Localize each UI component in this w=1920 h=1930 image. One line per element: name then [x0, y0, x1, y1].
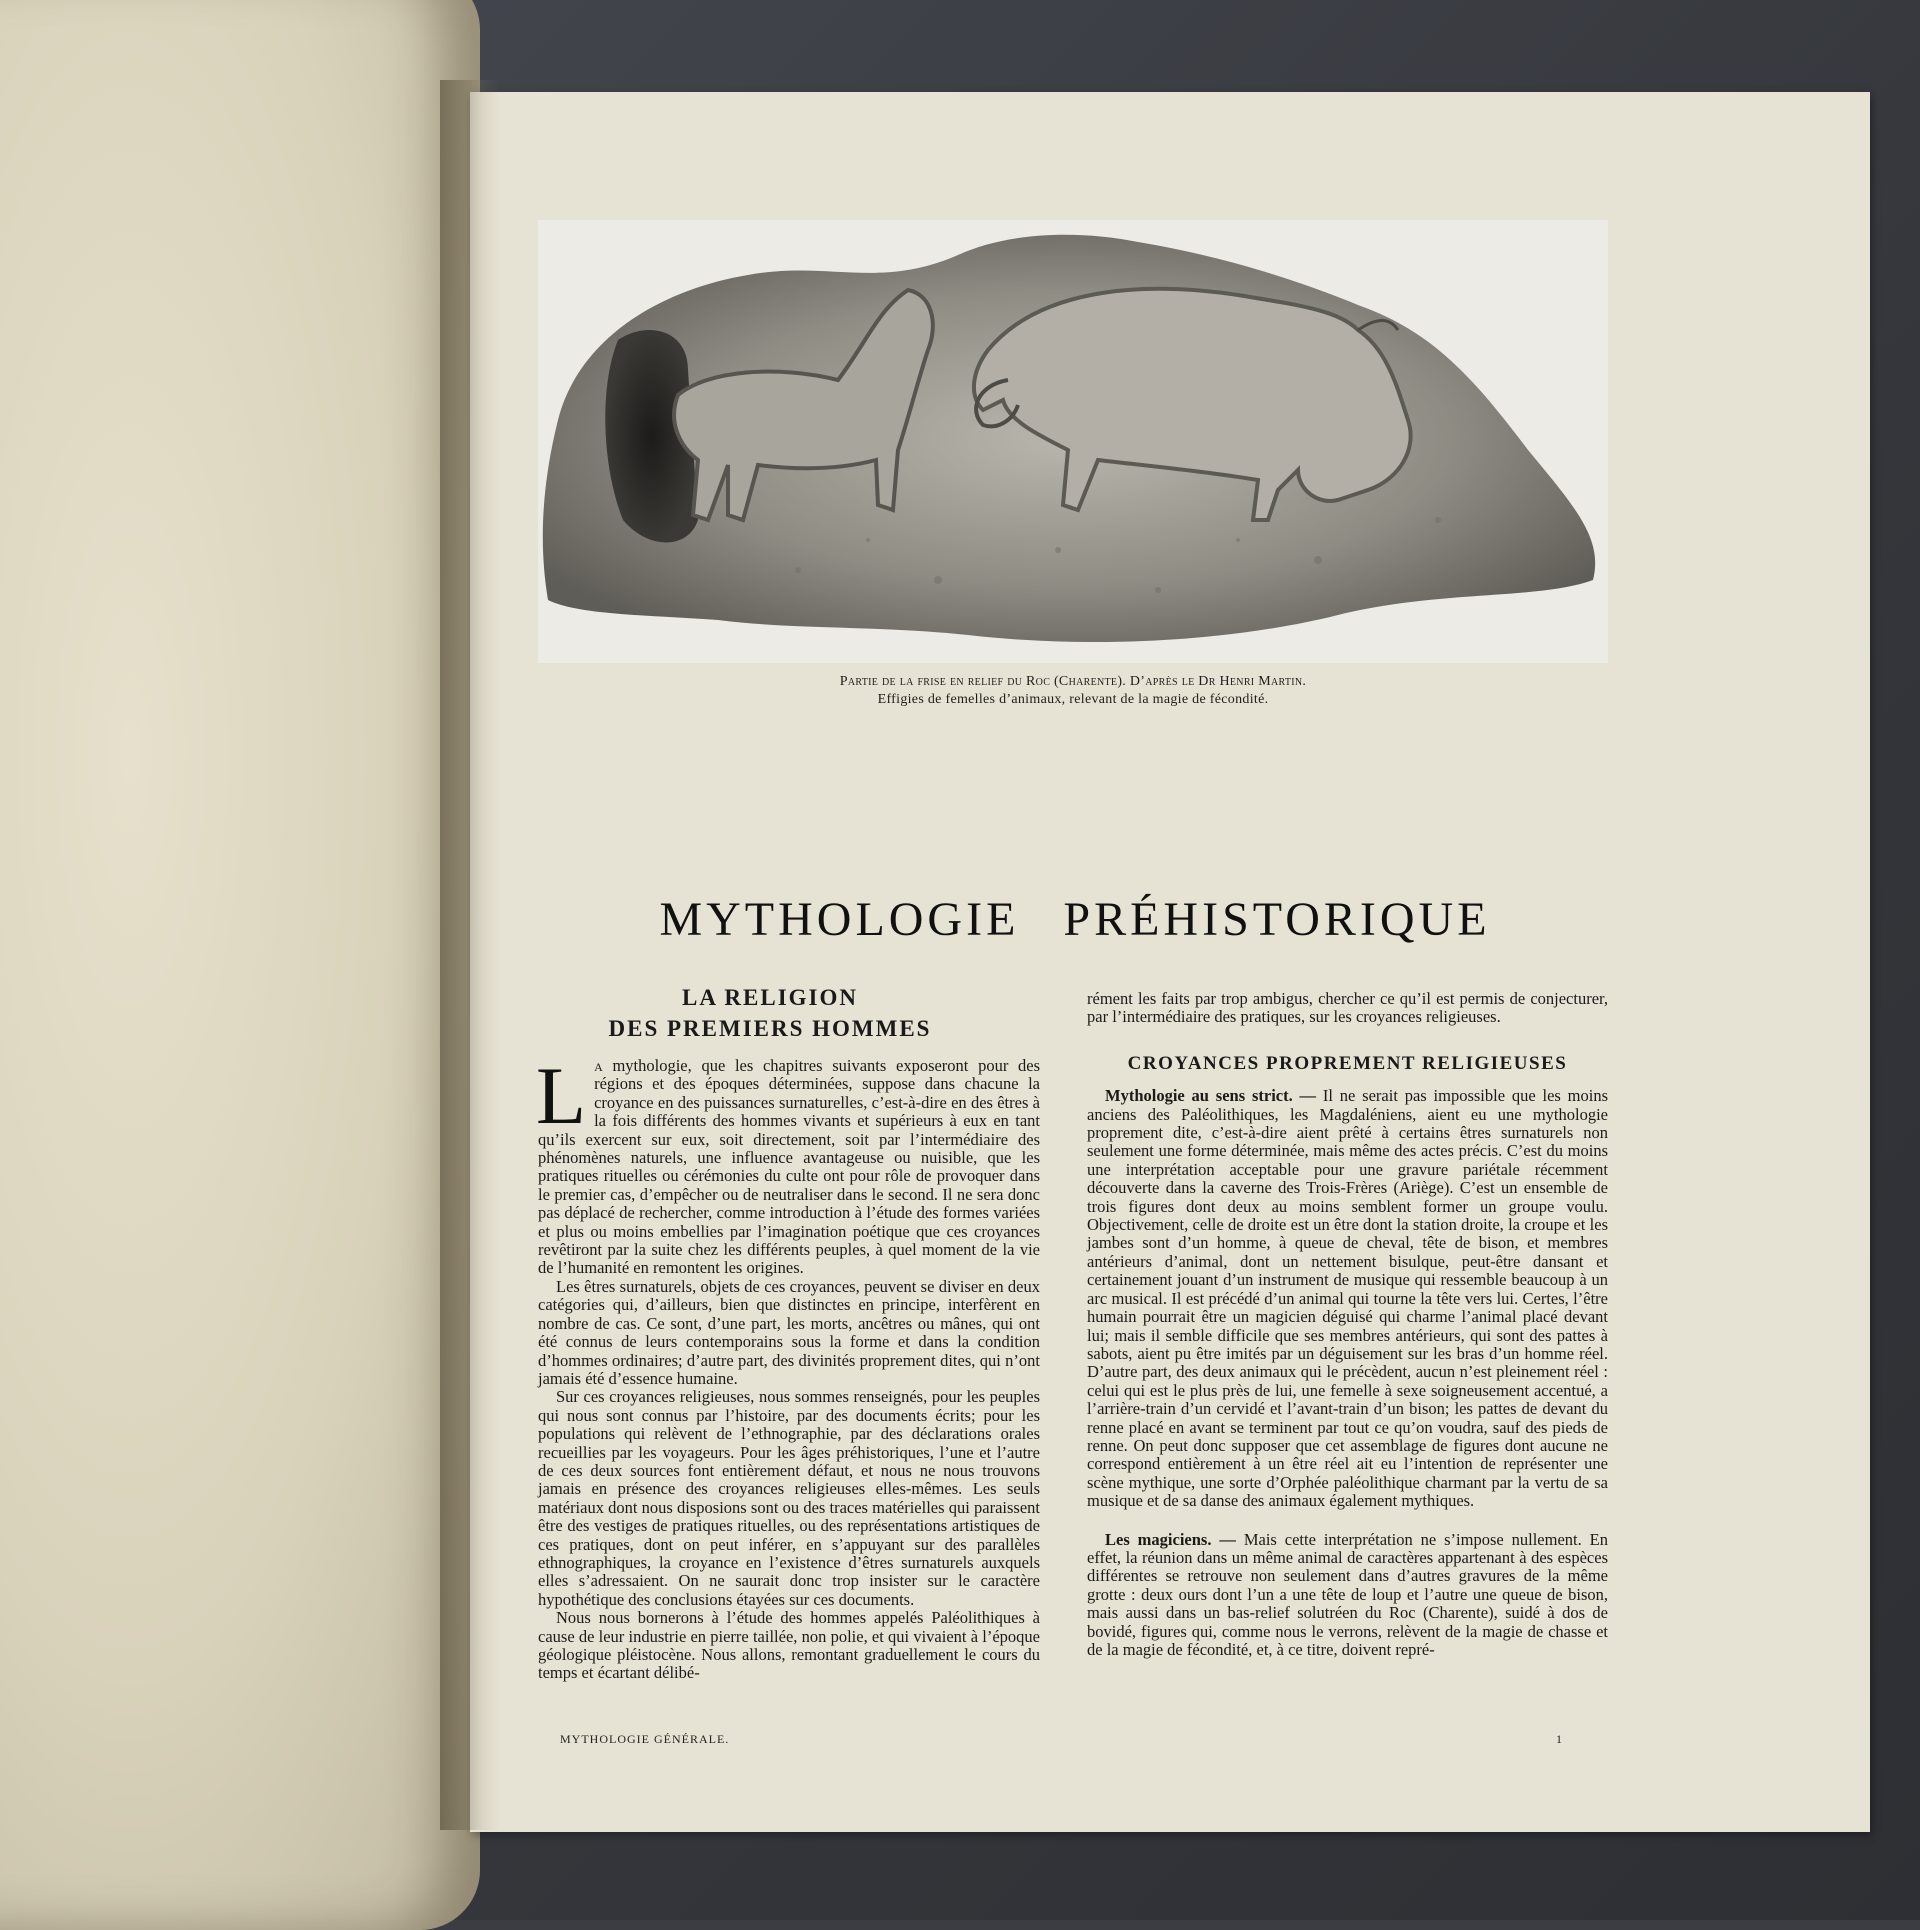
running-footer: MYTHOLOGIE GÉNÉRALE.	[560, 1732, 730, 1746]
book-gutter-shadow	[440, 80, 500, 1830]
lead-in: a	[594, 1056, 603, 1075]
paragraph	[536, 1050, 1041, 1278]
run-in-heading: Mythologie au sens strict. —	[1105, 1086, 1317, 1106]
subtitle-line-2: DES PREMIERS HOMMES	[608, 1016, 932, 1041]
page-title: MYTHOLOGIE PRÉHISTORIQUE	[659, 893, 1491, 946]
paragraph-text: mythologie, que les chapitres suivants exposeront pour des régions et des époques déterminées, suppose dans chacune la croyance en des puissances surnaturelles, c’est-à-dire en des êtres à la fois différents des hommes vivants et supérieurs à eux en tant qu’ils exercent sur eux, soit directement, soit par l’intermédiaire des phénomènes naturels, une influence avantageuse ou nuisible, que les pratiques rituelles ou cérémonies du culte ont pour rôle de provoquer dans le premier cas, d’empêcher ou de neutraliser dans le second. Il ne sera donc pas déplacé de rechercher, comme introduction à l’étude des formes variées et plus ou moins embellies par l’imagination poétique que ces croyances revêtiront par la suite chez les différents peuples, à quel moment de la vie de l’humanité en remontent les origines.	[538, 1056, 1041, 1278]
paragraph	[1087, 1531, 1608, 1660]
left-page	[0, 0, 480, 1930]
subtitle-line-1: LA RELIGION	[681, 985, 858, 1010]
drop-cap: L	[536, 1050, 587, 1141]
paragraph: Nous nous bornerons à l’étude des hommes appelés Paléolithiques à cause de leur industrie en pierre taillée, non polie, et qui vivaient à l’époque géologique pléistocène. Nous allons, remontant graduellement le cours du temps et écartant délibé-	[538, 1608, 1040, 1683]
run-in-heading: Les magiciens. —	[1105, 1529, 1236, 1549]
paragraph: rément les faits par trop ambigus, chercher ce qu’il est permis de conjecturer, par l’intermédiaire des pratiques, sur les croyances religieuses.	[1087, 989, 1608, 1027]
text-column-right	[1087, 990, 1608, 1659]
caption-line-1: Partie de la frise en relief du Roc (Charente). D’après le Dr Henri Martin.	[839, 674, 1307, 689]
section-subtitle	[550, 982, 990, 1044]
paragraph	[1087, 1087, 1608, 1510]
paragraph-text: Il ne serait pas impossible que les moins anciens des Paléolithiques, les Magdaléniens, aient eu une mythologie proprement dite, c’est-à-dire aient prêté à certains êtres surnaturels non seulement une forme déterminée, mais même des actes précis. C’est du moins une interprétation acceptable pour une gravure pariétale récemment découverte dans la caverne des Trois-Frères (Ariège). C’est un ensemble de trois figures dont deux au moins semblent former un groupe voulu. Objectivement, celle de droite est un être dont la station droite, la croupe et les jambes sont d’un homme, à queue de cheval, tête de bison, et membres antérieurs d’animal, dont un nettement bisulque, peut-être dansant et certainement jouant d’un instrument de musique qui ressemble beaucoup à un arc musical. Il est précédé d’un animal qui tourne la tête vers lui. Certes, l’être humain pourrait être un magicien déguisé qui charme l’animal placé devant lui; mais il semble difficile que ses membres antérieurs, qui sont des pattes à sabots, aient pu être imités par un déguisement sur les bras d’un homme réel. D’autre part, des deux animaux qui le précèdent, aucun n’est pleinement réel : celui qui est le plus près de lui, une femelle à sexe soigneusement accentué, a l’arrière-train d’un cervidé et l’avant-train d’un bison; les pattes de devant du renne placé en avant se terminent par tout ce qu’on voudra, sauf des pieds de renne. On peut donc supposer que cet assemblage de figures dont aucune ne correspond entièrement à un être réel ait eu l’intention de représenter une scène mythique, une sorte d’Orphée paléolithique charmant par la vertu de sa musique et de sa danse des animaux également mythiques.	[1087, 1086, 1609, 1511]
text-column-left	[536, 1050, 1041, 1683]
paragraph-gap	[1087, 1511, 1608, 1531]
book-page	[470, 92, 1870, 1832]
section-heading: CROYANCES PROPREMENT RELIGIEUSES	[1127, 1052, 1568, 1074]
bas-relief-photo	[538, 220, 1608, 663]
paragraph: Les êtres surnaturels, objets de ces croyances, peuvent se diviser en deux catégories qui, d’ailleurs, bien que distinctes en principe, interfèrent en nombre de cas. Ce sont, d’une part, les morts, ancêtres ou mânes, qui ont été connus de leurs contemporains sous la forme et dans la condition d’hommes ordinaires; d’autre part, des divinités proprement dites, qui n’ont jamais été d’essence humaine.	[538, 1276, 1040, 1388]
page-number: 1	[1556, 1732, 1562, 1746]
caption-line-2: Effigies de femelles d’animaux, relevant de la magie de fécondité.	[877, 692, 1269, 707]
figure-caption	[538, 673, 1608, 709]
bas-relief-image	[538, 220, 1608, 663]
paragraph-text: Mais cette interprétation ne s’impose nullement. En effet, la réunion dans un même animal de caractères appartenant à des espèces différentes se retrouve non seulement dans d’autres gravures de la même grotte : deux ours dont l’un a une tête de loup et l’autre une queue de bison, mais aussi dans un bas-relief solutréen du Roc (Charente), suidé à dos de bovidé, figures qui, comme nous le verrons, relèvent de la magie de chasse et de la magie de fécondité, et, à ce titre, doivent repré-	[1087, 1529, 1608, 1659]
paragraph: Sur ces croyances religieuses, nous sommes renseignés, pour les peuples qui nous sont connus par l’histoire, par des documents écrits; pour les populations qui relèvent de l’ethnographie, par des déclarations orales recueillies par les voyageurs. Pour les âges préhistoriques, l’une et l’autre de ces deux sources font entièrement défaut, et nous ne nous trouvons jamais en présence des croyances religieuses elles-mêmes. Les seuls matériaux dont nous disposions sont ou des traces matérielles qui paraissent être des vestiges de pratiques rituelles, ou des représentations artistiques de ces pratiques, dont on peut inférer, en s’appuyant sur des parallèles ethnographiques, la croyance en l’existence d’êtres surnaturels auxquels elles s’adressaient. On ne saurait donc trop insister sur le caractère hypothétique des conclusions étayées sur ces documents.	[538, 1387, 1040, 1609]
